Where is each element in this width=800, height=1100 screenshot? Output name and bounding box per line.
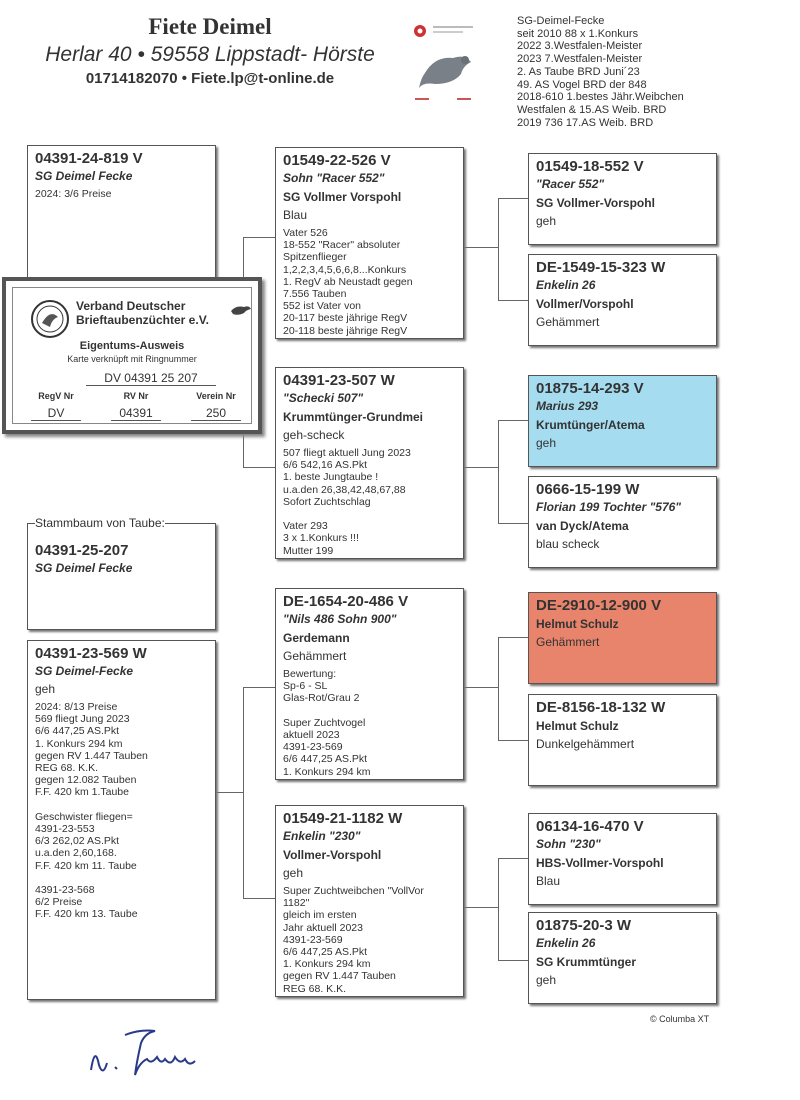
- dss-box: [528, 592, 717, 684]
- card-value-regv: DV: [31, 406, 81, 421]
- ring-number: DE-1549-15-323 W: [536, 259, 666, 276]
- card-subtitle: Karte verknüpft mit Ringnummer: [67, 354, 197, 364]
- ssd-box: [528, 254, 717, 346]
- connector-line: [498, 637, 528, 638]
- pigeon-color: Blau: [283, 208, 308, 222]
- connector-line: [243, 898, 275, 899]
- pigeon-owner: Vollmer/Vorspohl: [536, 297, 634, 311]
- pigeon-name: SG Deimel Fecke: [35, 169, 133, 183]
- sire-dam-box: [275, 367, 464, 559]
- pigeon-notes: 507 fliegt aktuell Jung 2023 6/6 542,16 AS.Pkt 1. beste Jungtaube ! u.a.den 26,38,42,48,67,88 Sofort Zuchtschlag Vater 293 3 x 1.Konkurs !!! Mutter 199: [283, 447, 411, 557]
- pigeon-owner: Krumtünger/Atema: [536, 418, 645, 432]
- awards-list: [517, 15, 684, 129]
- pigeon-photo: [405, 18, 485, 106]
- award-line: Westfalen & 15.AS Weib. BRD: [517, 103, 667, 116]
- pigeon-owner: Helmut Schulz: [536, 617, 619, 631]
- pigeon-color: Dunkelgehämmert: [536, 737, 635, 751]
- ring-number: 01549-22-526 V: [283, 152, 391, 169]
- dsd-box: [528, 694, 717, 786]
- connector-line: [498, 960, 528, 961]
- pigeon-color: geh-scheck: [283, 428, 345, 442]
- pigeon-name: Enkelin "230": [283, 829, 361, 843]
- breeder-address: Herlar 40 • 59558 Lippstadt- Hörste: [45, 43, 375, 66]
- pigeon-color: Gehämmert: [536, 315, 600, 329]
- connector-line: [464, 687, 498, 688]
- pigeon-notes: 2024: 3/6 Preise: [35, 188, 112, 200]
- pigeon-name: Sohn "Racer 552": [283, 171, 385, 185]
- connector-line: [498, 300, 528, 301]
- connector-line: [243, 687, 244, 898]
- pedigree-of-label: Stammbaum von Taube:: [35, 516, 165, 530]
- pigeon-owner: Vollmer-Vorspohl: [283, 848, 382, 862]
- connector-line: [498, 420, 528, 421]
- pigeon-name: Marius 293: [536, 399, 599, 413]
- connector-line: [498, 420, 499, 523]
- pigeon-color: Blau: [536, 874, 561, 888]
- pigeon-name: Enkelin 26: [536, 936, 596, 950]
- pigeon-name: "Racer 552": [536, 177, 605, 191]
- pigeon-notes: Super Zuchtweibchen "VollVor 1182" gleich im ersten Jahr aktuell 2023 4391-23-569 6/6 447,25 AS.Pkt 1. Konkurs 294 km gegen RV 1.447 Tauben REG 68. K.K.: [283, 885, 424, 995]
- pigeon-name: Florian 199 Tochter "576": [536, 500, 681, 514]
- ring-number: 04391-24-819 V: [35, 150, 143, 167]
- award-line: 2023 7.Westfalen-Meister: [517, 53, 643, 66]
- ddd-box: [528, 912, 717, 1004]
- pigeon-owner: van Dyck/Atema: [536, 519, 629, 533]
- pigeon-notes: 2024: 8/13 Preise 569 fliegt Jung 2023 6/6 447,25 AS.Pkt 1. Konkurs 294 km gegen RV 1.447 Tauben REG 68. K.K. gegen 12.082 Tauben F.F. 420 km 1.Taube Geschwister fliegen= 4391-23-553 6/3 262,02 AS.Pkt u.a.den 2,60,168. F.F. 420 km 11. Taube 4391-23-568 6/2 Preise F.F. 420 km 13. Taube: [35, 701, 148, 921]
- award-line: 2018-610 1.bestes Jähr.Weibchen: [517, 91, 684, 104]
- pigeon-color: geh: [35, 682, 56, 696]
- card-label-rv: RV Nr: [123, 391, 149, 401]
- ring-number: DE-2910-12-900 V: [536, 597, 662, 614]
- pigeon-name: SG Deimel Fecke: [35, 561, 133, 575]
- ring-number: 01549-18-552 V: [536, 158, 644, 175]
- ring-number: 06134-16-470 V: [536, 818, 644, 835]
- pigeon-name: SG Deimel-Fecke: [35, 664, 134, 678]
- ring-number: 01875-20-3 W: [536, 917, 632, 934]
- pigeon-owner: SG Vollmer Vorspohl: [283, 190, 402, 204]
- pigeon-notes: Bewertung: Sp-6 - SL Glas-Rot/Grau 2 Super Zuchtvogel aktuell 2023 4391-23-569 6/6 447,25 AS.Pkt 1. Konkurs 294 km: [283, 668, 371, 778]
- breeder-contact: 01714182070 • Fiete.lp@t-online.de: [85, 70, 335, 87]
- connector-line: [215, 792, 243, 793]
- sds-box: [528, 375, 717, 467]
- connector-line: [243, 467, 275, 468]
- award-line: 49. AS Vogel BRD der 848: [517, 78, 647, 91]
- connector-line: [243, 237, 275, 238]
- breeder-name: Fiete Deimel: [148, 14, 272, 39]
- connector-line: [464, 247, 498, 248]
- pigeon-icon: [230, 303, 252, 317]
- ring-number: 01875-14-293 V: [536, 380, 644, 397]
- award-line: seit 2010 88 x 1.Konkurs: [517, 27, 639, 40]
- award-line: 2. As Taube BRD Juni´23: [517, 65, 640, 78]
- pigeon-owner: SG Krummtünger: [536, 955, 637, 969]
- connector-line: [243, 687, 275, 688]
- dam-dam-box: [275, 805, 464, 997]
- copyright: © Columba XT: [650, 1014, 710, 1024]
- connector-line: [498, 523, 528, 524]
- card-label-regv: RegV Nr: [38, 391, 74, 401]
- pigeon-owner: Helmut Schulz: [536, 719, 619, 733]
- connector-line: [498, 858, 499, 960]
- pigeon-owner: Krummtünger-Grundmei: [283, 410, 424, 424]
- award-line: 2019 736 17.AS Weib. BRD: [517, 116, 654, 129]
- pigeon-name: "Schecki 507": [283, 391, 364, 405]
- ring-number: 04391-23-507 W: [283, 372, 395, 389]
- ring-number: DE-1654-20-486 V: [283, 593, 409, 610]
- pigeon-color: geh: [536, 214, 557, 228]
- card-title: Eigentums-Ausweis: [79, 340, 185, 352]
- award-line: SG-Deimel-Fecke: [517, 15, 605, 27]
- card-label-verein: Verein Nr: [196, 391, 236, 401]
- connector-line: [498, 740, 528, 741]
- sire-sire-box: [275, 147, 464, 339]
- pigeon-notes: Vater 526 18-552 "Racer" absoluter Spitzenflieger 1,2,2,3,4,5,6,6,8...Konkurs 1. RegV ab Neustadt gegen 7.556 Tauben 552 ist Vater von 20-117 beste jährige RegV 20-118 beste jährige RegV: [283, 227, 413, 337]
- pigeon-name: Enkelin 26: [536, 278, 596, 292]
- ring-number: 04391-23-569 W: [35, 645, 147, 662]
- connector-line: [498, 198, 499, 300]
- connector-line: [464, 907, 498, 908]
- pigeon-color: Gehämmert: [536, 635, 600, 649]
- connector-line: [498, 637, 499, 740]
- connector-line: [464, 467, 498, 468]
- award-line: 2022 3.Westfalen-Meister: [517, 40, 643, 53]
- connector-line: [498, 198, 528, 199]
- ring-number: 01549-21-1182 W: [283, 810, 403, 827]
- pigeon-owner: HBS-Vollmer-Vorspohl: [536, 856, 664, 870]
- pigeon-owner: SG Vollmer-Vorspohl: [536, 196, 655, 210]
- card-value-rv: 04391: [111, 406, 161, 421]
- ring-number: 0666-15-199 W: [536, 481, 640, 498]
- dam-box: [27, 640, 216, 1000]
- sdd-box: [528, 476, 717, 568]
- ownership-card: [2, 277, 262, 434]
- subject-box: [27, 523, 216, 630]
- pigeon-color: blau scheck: [536, 537, 600, 551]
- pigeon-name: "Nils 486 Sohn 900": [283, 612, 397, 626]
- ring-number: DE-8156-18-132 W: [536, 699, 666, 716]
- sss-box: [528, 153, 717, 245]
- vdbz-logo-icon: [30, 299, 70, 339]
- dam-sire-box: [275, 588, 464, 780]
- card-value-verein: 250: [191, 406, 241, 421]
- card-organization: Verband Deutscher Brieftaubenzüchter e.V.: [76, 299, 209, 327]
- pigeon-owner: Gerdemann: [283, 631, 350, 645]
- card-ring-number: DV 04391 25 207: [86, 371, 216, 386]
- pigeon-color: geh: [283, 866, 304, 880]
- dds-box: [528, 813, 717, 905]
- connector-line: [498, 858, 528, 859]
- pigeon-color: Gehämmert: [283, 649, 347, 663]
- pigeon-color: geh: [536, 436, 557, 450]
- pigeon-name: Sohn "230": [536, 837, 601, 851]
- signature: [85, 1015, 225, 1090]
- pigeon-color: geh: [536, 973, 557, 987]
- ring-number: 04391-25-207: [35, 542, 129, 559]
